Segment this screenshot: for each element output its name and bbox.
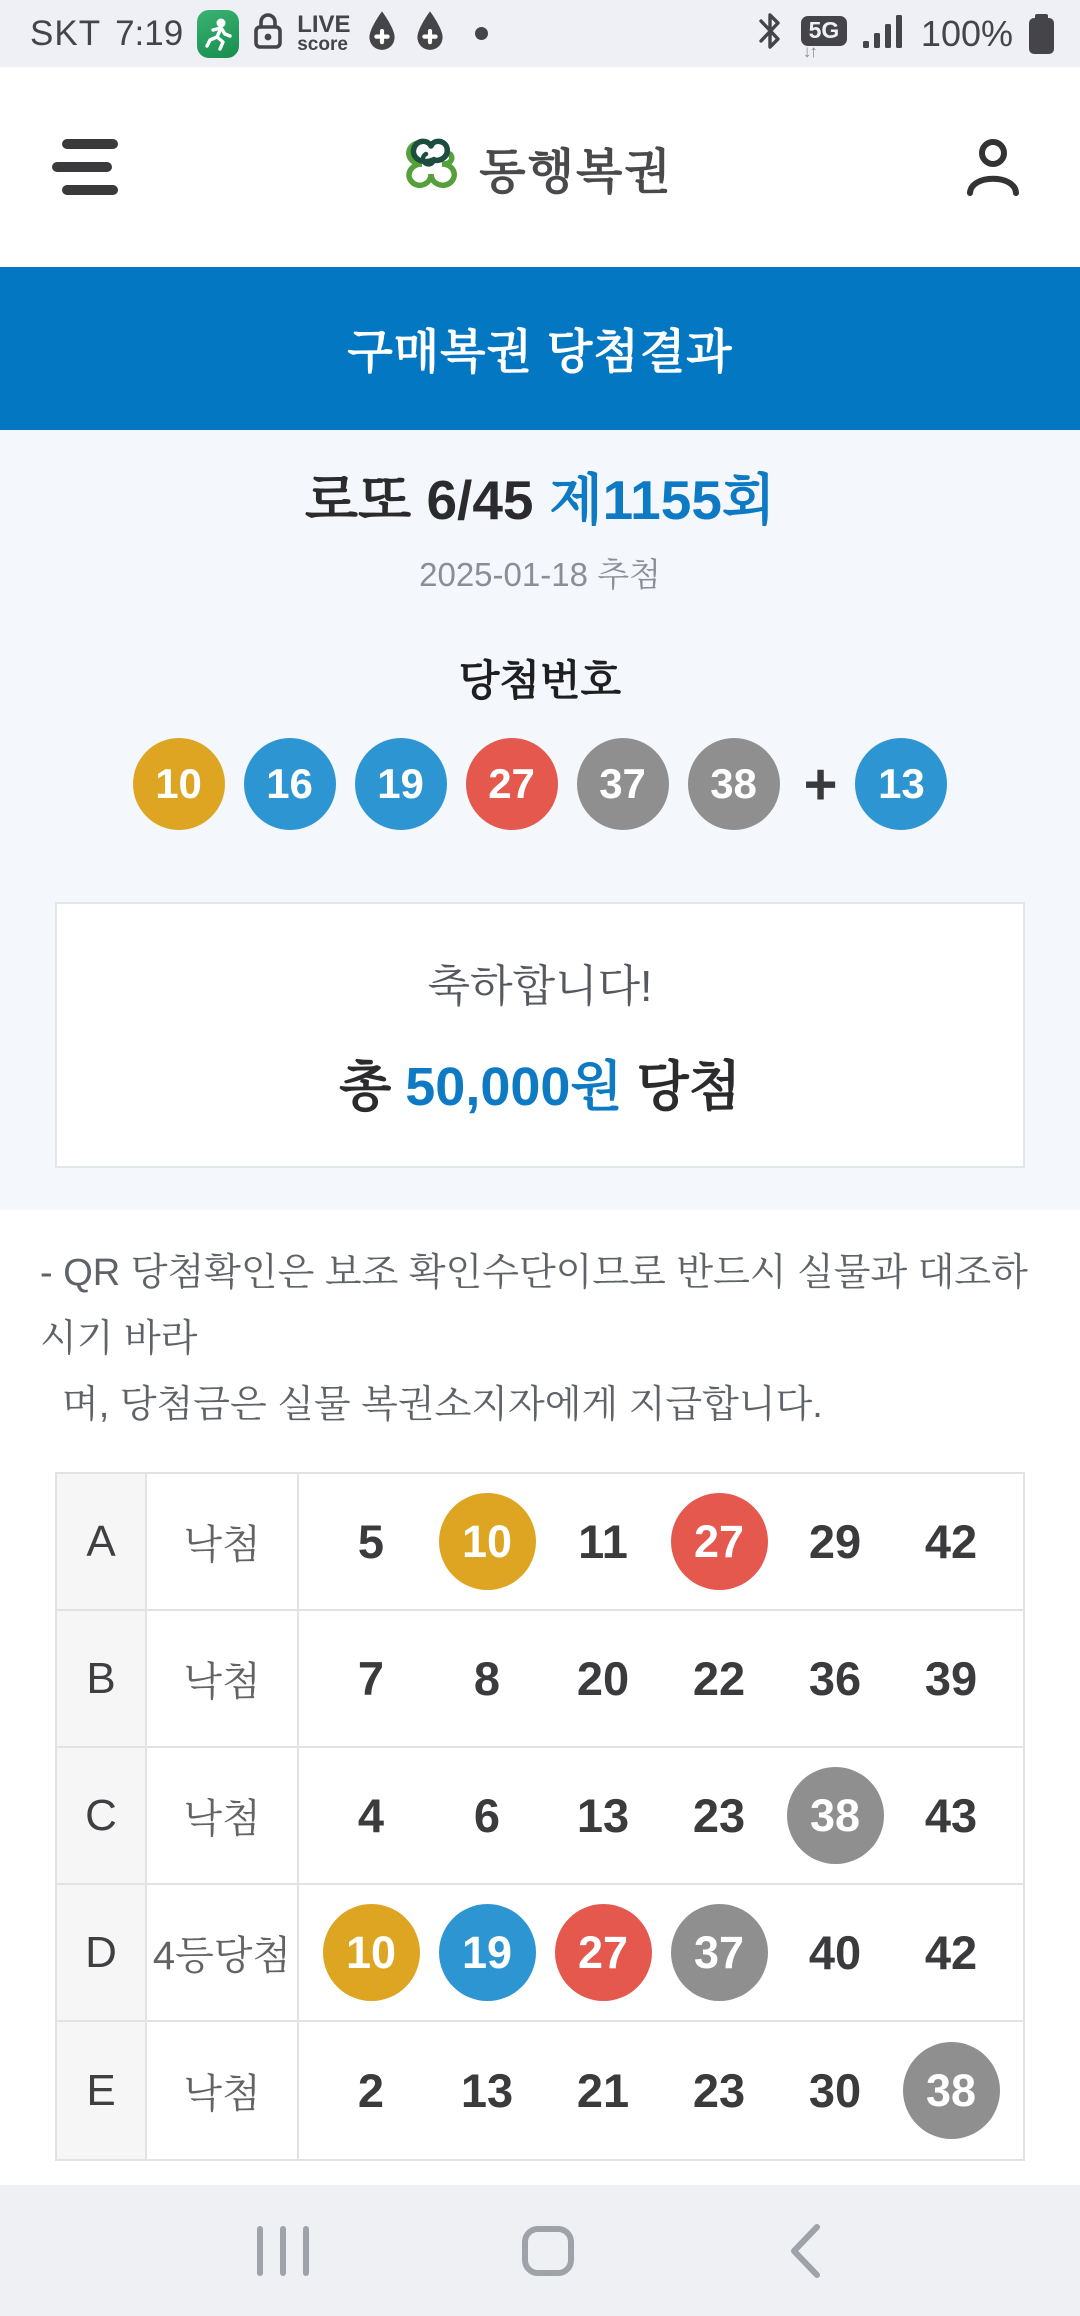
status-bar-left xyxy=(30,10,488,58)
lotto-number: 30 xyxy=(808,2064,862,2117)
brand-name: 동행복권 xyxy=(479,145,673,199)
ticket-label: B xyxy=(57,1611,147,1746)
number-slot xyxy=(545,1788,661,1843)
lotto-ball-gray: 38 xyxy=(688,738,780,830)
result-banner xyxy=(0,267,1080,430)
winning-numbers-row xyxy=(0,738,1080,830)
lotto-number: 8 xyxy=(473,1652,501,1705)
ticket-row-C xyxy=(57,1748,1023,1885)
tickets-table xyxy=(55,1472,1025,2161)
main-balls xyxy=(133,738,780,830)
number-slot xyxy=(777,1767,893,1864)
lotto-number: 36 xyxy=(808,1652,862,1705)
page-title: 구매복권 당첨결과 xyxy=(347,325,733,378)
lotto-number: 42 xyxy=(924,1926,978,1979)
lotto-number: 11 xyxy=(578,1515,628,1568)
ticket-status: 낙첨 xyxy=(147,1748,299,1883)
home-button[interactable] xyxy=(522,2226,574,2276)
number-slot xyxy=(429,2063,545,2118)
lock-icon xyxy=(253,12,283,55)
qr-notice: - QR 당첨확인은 보조 확인수단이므로 반드시 실물과 대조하시기 바라 며, 당첨금은 실물 복권소지자에게 지급합니다. xyxy=(40,1252,1028,1426)
lotto-number: 43 xyxy=(924,1789,978,1842)
plus-sign: + xyxy=(803,751,838,817)
result-section xyxy=(0,430,1080,1210)
lotto-ball-yellow: 10 xyxy=(323,1904,420,2001)
home-icon xyxy=(522,2226,574,2276)
congrats-message: 축하합니다! xyxy=(427,961,653,1011)
ticket-numbers xyxy=(299,2022,1023,2159)
number-slot xyxy=(661,1904,777,2001)
game-title xyxy=(0,430,1080,535)
lotto-ball-gray: 37 xyxy=(671,1904,768,2001)
number-slot xyxy=(893,1651,1009,1706)
lotto-number: 23 xyxy=(692,2064,746,2117)
menu-button[interactable] xyxy=(52,139,118,195)
total-prize-line: 총 50,000원 당첨 xyxy=(339,1056,741,1117)
ticket-numbers xyxy=(299,1885,1023,2020)
lotto-number: 13 xyxy=(576,1789,630,1842)
signal-strength-icon xyxy=(861,11,907,56)
number-slot xyxy=(545,1514,661,1569)
number-slot xyxy=(313,1788,429,1843)
lotto-number: 29 xyxy=(808,1515,862,1568)
lotto-ball-blue: 13 xyxy=(855,738,947,830)
bonus-ball-wrap xyxy=(855,738,947,830)
number-slot xyxy=(545,2063,661,2118)
battery-icon xyxy=(1029,14,1054,54)
livescore-icon: LIVE score xyxy=(297,11,351,55)
number-slot xyxy=(893,1925,1009,1980)
ticket-label: D xyxy=(57,1885,147,2020)
number-slot xyxy=(777,1651,893,1706)
number-slot xyxy=(777,1925,893,1980)
brand-logo xyxy=(403,133,672,202)
clock: 7:19 xyxy=(115,13,184,53)
lotto-number: 22 xyxy=(692,1652,746,1705)
number-slot xyxy=(777,2063,893,2118)
congrats-card xyxy=(55,902,1025,1168)
prize-amount: 50,000원 xyxy=(405,1056,623,1117)
ticket-numbers xyxy=(299,1474,1023,1609)
number-slot xyxy=(429,1788,545,1843)
number-slot xyxy=(545,1651,661,1706)
status-bar xyxy=(0,0,1080,67)
app-header xyxy=(0,67,1080,267)
5g-network-icon: 5G ↓↑ xyxy=(797,16,847,56)
donghaeng-clover-icon xyxy=(403,133,465,202)
ticket-numbers xyxy=(299,1611,1023,1746)
lotto-ball-blue: 16 xyxy=(244,738,336,830)
carrier-label: SKT xyxy=(30,13,102,53)
number-slot xyxy=(313,2063,429,2118)
lotto-number: 13 xyxy=(460,2064,514,2117)
ticket-status: 4등당첨 xyxy=(147,1885,299,2020)
back-icon xyxy=(787,2222,823,2280)
lotto-number: 20 xyxy=(576,1652,630,1705)
lotto-ball-yellow: 10 xyxy=(133,738,225,830)
ticket-numbers xyxy=(299,1748,1023,1883)
person-icon xyxy=(958,131,1028,201)
number-slot xyxy=(429,1904,545,2001)
ticket-label: E xyxy=(57,2022,147,2159)
lotto-number: 42 xyxy=(924,1515,978,1568)
ticket-status: 낙첨 xyxy=(147,2022,299,2159)
lotto-ball-red: 27 xyxy=(466,738,558,830)
number-slot xyxy=(893,2042,1009,2139)
android-nav-bar xyxy=(0,2185,1080,2316)
number-slot xyxy=(429,1493,545,1590)
number-slot xyxy=(545,1904,661,2001)
notification-dot-icon xyxy=(475,27,488,40)
draw-date: 2025-01-18 추첨 xyxy=(419,556,661,593)
lotto-number: 2 xyxy=(357,2064,385,2117)
number-slot xyxy=(313,1651,429,1706)
lotto-ball-blue: 19 xyxy=(355,738,447,830)
lotto-number: 23 xyxy=(692,1789,746,1842)
lotto-ball-red: 27 xyxy=(671,1493,768,1590)
winning-numbers-label: 당첨번호 xyxy=(458,657,622,704)
ticket-status: 낙첨 xyxy=(147,1611,299,1746)
number-slot xyxy=(661,1651,777,1706)
lotto-number: 6 xyxy=(473,1789,501,1842)
number-slot xyxy=(429,1651,545,1706)
lower-section xyxy=(0,1210,1080,2185)
number-slot xyxy=(661,1493,777,1590)
number-slot xyxy=(661,2063,777,2118)
bluetooth-icon xyxy=(757,10,783,57)
lotto-number: 5 xyxy=(357,1515,385,1568)
battery-percentage: 100% xyxy=(920,12,1013,54)
number-slot xyxy=(313,1514,429,1569)
number-slot xyxy=(893,1514,1009,1569)
lotto-ball-yellow: 10 xyxy=(439,1493,536,1590)
drop-icon xyxy=(413,10,447,57)
game-name: 로또 6/45 xyxy=(304,469,534,531)
round-number: 제1155회 xyxy=(549,469,776,531)
recents-button[interactable] xyxy=(257,2226,309,2276)
lotto-ball-red: 27 xyxy=(555,1904,652,2001)
number-slot xyxy=(661,1788,777,1843)
ticket-row-A xyxy=(57,1474,1023,1611)
number-slot xyxy=(893,1788,1009,1843)
ticket-row-E xyxy=(57,2022,1023,2159)
drop-icon xyxy=(365,10,399,57)
lotto-number: 39 xyxy=(924,1652,978,1705)
ticket-row-D xyxy=(57,1885,1023,2022)
runner-app-icon xyxy=(197,10,239,58)
lotto-ball-blue: 19 xyxy=(439,1904,536,2001)
lotto-ball-gray: 38 xyxy=(903,2042,1000,2139)
profile-button[interactable] xyxy=(958,131,1028,204)
lotto-ball-gray: 38 xyxy=(787,1767,884,1864)
ticket-label: A xyxy=(57,1474,147,1609)
back-button[interactable] xyxy=(787,2222,823,2280)
status-bar-right xyxy=(757,10,1054,61)
number-slot xyxy=(777,1514,893,1569)
ticket-row-B xyxy=(57,1611,1023,1748)
lotto-number: 7 xyxy=(357,1652,385,1705)
lotto-ball-gray: 37 xyxy=(577,738,669,830)
recents-icon xyxy=(257,2226,309,2276)
lotto-number: 40 xyxy=(808,1926,862,1979)
lotto-number: 21 xyxy=(576,2064,630,2117)
number-slot xyxy=(313,1904,429,2001)
lotto-number: 4 xyxy=(357,1789,385,1842)
ticket-status: 낙첨 xyxy=(147,1474,299,1609)
ticket-label: C xyxy=(57,1748,147,1883)
